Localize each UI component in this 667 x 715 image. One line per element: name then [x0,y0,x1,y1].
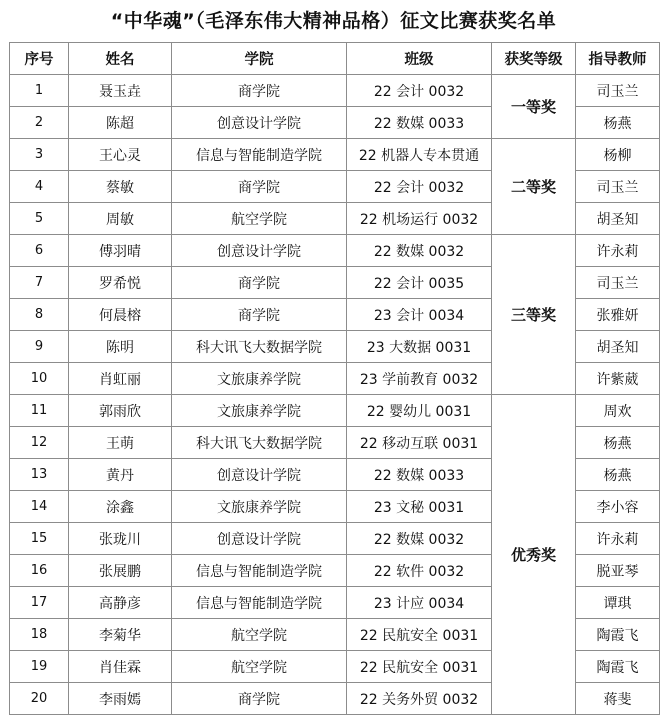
row-no: 12 [10,427,69,459]
row-class: 22 民航安全 0031 [347,651,492,683]
row-class: 22 会计 0032 [347,75,492,107]
row-no: 9 [10,331,69,363]
row-class: 22 关务外贸 0032 [347,683,492,715]
row-college: 创意设计学院 [172,107,347,139]
row-class: 22 会计 0032 [347,171,492,203]
row-no: 16 [10,555,69,587]
row-teacher: 脱亚琴 [576,555,660,587]
row-college: 商学院 [172,75,347,107]
row-teacher: 陶霞飞 [576,619,660,651]
row-class: 23 文秘 0031 [347,491,492,523]
row-no: 14 [10,491,69,523]
row-name: 李雨嫣 [69,683,172,715]
row-college: 信息与智能制造学院 [172,587,347,619]
row-name: 高静彦 [69,587,172,619]
row-class: 23 会计 0034 [347,299,492,331]
row-no: 10 [10,363,69,395]
row-teacher: 杨燕 [576,107,660,139]
row-college: 商学院 [172,683,347,715]
row-class: 22 移动互联 0031 [347,427,492,459]
row-no: 4 [10,171,69,203]
row-class: 22 数媒 0032 [347,235,492,267]
row-college: 商学院 [172,267,347,299]
row-name: 黄丹 [69,459,172,491]
page-title: “中华魂”（毛泽东伟大精神品格）征文比赛获奖名单 [110,10,557,32]
row-college: 文旅康养学院 [172,363,347,395]
row-no: 7 [10,267,69,299]
row-college: 航空学院 [172,203,347,235]
header-name: 姓名 [69,43,172,75]
table-row [10,395,660,427]
award-table [9,42,660,715]
row-teacher: 杨柳 [576,139,660,171]
row-college: 商学院 [172,299,347,331]
row-class: 22 机场运行 0032 [347,203,492,235]
row-no: 17 [10,587,69,619]
row-teacher: 许紫葳 [576,363,660,395]
row-college: 创意设计学院 [172,459,347,491]
row-name: 李菊华 [69,619,172,651]
row-college: 科大讯飞大数据学院 [172,331,347,363]
header-no: 序号 [10,43,69,75]
row-class: 22 数媒 0033 [347,459,492,491]
row-no: 2 [10,107,69,139]
header-teacher: 指导教师 [576,43,660,75]
row-no: 19 [10,651,69,683]
row-college: 科大讯飞大数据学院 [172,427,347,459]
header-class: 班级 [347,43,492,75]
row-college: 文旅康养学院 [172,395,347,427]
row-name: 傅羽晴 [69,235,172,267]
row-name: 肖佳霖 [69,651,172,683]
row-college: 航空学院 [172,619,347,651]
row-teacher: 司玉兰 [576,171,660,203]
row-name: 王心灵 [69,139,172,171]
row-class: 22 数媒 0033 [347,107,492,139]
row-teacher: 杨燕 [576,427,660,459]
row-name: 何晨榕 [69,299,172,331]
row-name: 周敏 [69,203,172,235]
row-no: 13 [10,459,69,491]
row-class: 22 婴幼儿 0031 [347,395,492,427]
level-first: 一等奖 [492,75,576,139]
row-name: 张珑川 [69,523,172,555]
row-college: 信息与智能制造学院 [172,139,347,171]
row-teacher: 胡圣知 [576,331,660,363]
row-teacher: 司玉兰 [576,75,660,107]
table-row [10,139,660,171]
row-class: 23 学前教育 0032 [347,363,492,395]
level-excellent: 优秀奖 [492,395,576,715]
row-name: 聂玉垚 [69,75,172,107]
row-teacher: 胡圣知 [576,203,660,235]
row-no: 1 [10,75,69,107]
row-name: 肖虹丽 [69,363,172,395]
row-class: 22 会计 0035 [347,267,492,299]
row-class: 22 民航安全 0031 [347,619,492,651]
row-no: 15 [10,523,69,555]
row-no: 5 [10,203,69,235]
row-name: 郭雨欣 [69,395,172,427]
level-third: 三等奖 [492,235,576,395]
row-class: 22 机器人专本贯通 [347,139,492,171]
row-no: 6 [10,235,69,267]
row-class: 22 软件 0032 [347,555,492,587]
row-teacher: 谭琪 [576,587,660,619]
table-row [10,75,660,107]
row-college: 创意设计学院 [172,523,347,555]
row-no: 18 [10,619,69,651]
table-row [10,235,660,267]
row-name: 张展鹏 [69,555,172,587]
row-teacher: 陶霞飞 [576,651,660,683]
row-no: 8 [10,299,69,331]
row-name: 涂鑫 [69,491,172,523]
row-teacher: 许永莉 [576,235,660,267]
row-name: 陈超 [69,107,172,139]
row-teacher: 杨燕 [576,459,660,491]
row-teacher: 李小容 [576,491,660,523]
row-class: 23 计应 0034 [347,587,492,619]
row-college: 创意设计学院 [172,235,347,267]
row-teacher: 周欢 [576,395,660,427]
row-name: 罗希悦 [69,267,172,299]
row-class: 22 数媒 0032 [347,523,492,555]
row-class: 23 大数据 0031 [347,331,492,363]
header-level: 获奖等级 [492,43,576,75]
header-row [10,43,660,75]
header-college: 学院 [172,43,347,75]
row-teacher: 张雅妍 [576,299,660,331]
row-no: 3 [10,139,69,171]
row-no: 20 [10,683,69,715]
row-name: 陈明 [69,331,172,363]
row-college: 文旅康养学院 [172,491,347,523]
row-teacher: 蒋斐 [576,683,660,715]
row-teacher: 许永莉 [576,523,660,555]
row-college: 信息与智能制造学院 [172,555,347,587]
row-name: 王萌 [69,427,172,459]
level-second: 二等奖 [492,139,576,235]
row-teacher: 司玉兰 [576,267,660,299]
row-no: 11 [10,395,69,427]
row-name: 蔡敏 [69,171,172,203]
row-college: 商学院 [172,171,347,203]
row-college: 航空学院 [172,651,347,683]
